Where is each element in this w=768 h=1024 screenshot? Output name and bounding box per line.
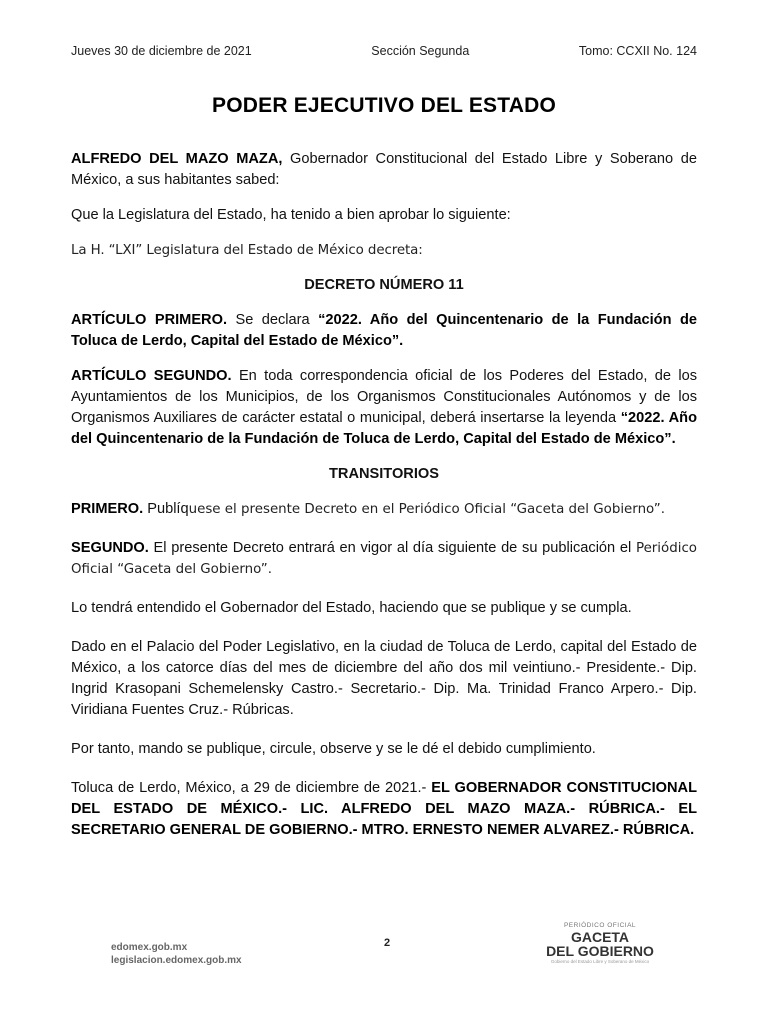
article-2-label: ARTÍCULO SEGUNDO. <box>71 368 232 384</box>
footer-link-legislacion[interactable]: legislacion.edomex.gob.mx <box>111 955 242 966</box>
header-section: Sección Segunda <box>371 44 470 58</box>
header-volume: Tomo: CCXII No. 124 <box>578 44 697 58</box>
article-1-paragraph: ARTÍCULO PRIMERO. Se declara “2022. Año del Quincentenario de la Fundación de Toluca de Lerdo, Capital del Estado de México”. <box>71 312 697 349</box>
segundo-paragraph: SEGUNDO. El presente Decreto entrará en vigor al día siguiente de su publicación el Periódico Oficial “Gaceta del Gobierno”. <box>71 540 697 577</box>
por-tanto-paragraph: Por tanto, mando se publique, circule, observe y se le dé el debido cumplimiento. <box>71 741 596 757</box>
article-2-paragraph: ARTÍCULO SEGUNDO. En toda correspondencia oficial de los Poderes del Estado, de los Ayuntamientos de los Municipios, de los Organismos Constitucionales Autónomos y de los Organismos Auxiliares de carácter estatal o municipal, deberá insertarse la leyenda “2022. Año del Quincentenario de la Fundación de Toluca de Lerdo, Capital del Estado de México”. <box>71 368 697 447</box>
article-1-label: ARTÍCULO PRIMERO. <box>71 312 228 328</box>
header-date: Jueves 30 de diciembre de 2021 <box>71 44 252 58</box>
decree-title: DECRETO NÚMERO 11 <box>304 277 464 293</box>
footer-links <box>111 941 242 967</box>
governor-name: ALFREDO DEL MAZO MAZA, <box>71 151 283 167</box>
article-1-legend: “2022. Año del Quincentenario de la Fundación de Toluca de Lerdo, Capital del Estado de México”. <box>71 312 697 349</box>
closing-signatures: EL GOBERNADOR CONSTITUCIONAL DEL ESTADO DE MÉXICO.- LIC. ALFREDO DEL MAZO MAZA.- RÚBRICA.- EL SECRETARIO GENERAL DE GOBIERNO.- MTRO. ERNESTO NEMER ALVAREZ.- RÚBRICA. <box>71 780 697 838</box>
article-2-legend: “2022. Año del Quincentenario de la Fundación de Toluca de Lerdo, Capital del Estado de México”. <box>71 410 697 447</box>
gaceta-logo: PERIÓDICO OFICIAL GACETA DEL GOBIERNO Gobierno del Estado Libre y Soberano de México <box>546 922 654 964</box>
legislature-paragraph: Que la Legislatura del Estado, ha tenido a bien aprobar lo siguiente: <box>71 207 511 223</box>
primero-label: PRIMERO. <box>71 501 144 517</box>
transitorios-title: TRANSITORIOS <box>328 466 439 482</box>
closing-paragraph: Toluca de Lerdo, México, a 29 de diciembre de 2021.- EL GOBERNADOR CONSTITUCIONAL DEL ESTADO DE MÉXICO.- LIC. ALFREDO DEL MAZO MAZA.- RÚBRICA.- EL SECRETARIO GENERAL DE GOBIERNO.- MTRO. ERNESTO NEMER ALVAREZ.- RÚBRICA. <box>71 780 697 838</box>
page-title: PODER EJECUTIVO DEL ESTADO <box>212 94 556 117</box>
intro-paragraph: ALFREDO DEL MAZO MAZA, Gobernador Constitucional del Estado Libre y Soberano de México, a sus habitantes sabed: <box>71 151 697 188</box>
segundo-label: SEGUNDO. <box>71 540 149 556</box>
primero-paragraph: PRIMERO. Publíquese el presente Decreto en el Periódico Oficial “Gaceta del Gobierno”. <box>71 501 665 517</box>
dado-paragraph: Dado en el Palacio del Poder Legislativo, en la ciudad de Toluca de Lerdo, capital del Estado de México, a los catorce días del mes de diciembre del año dos mil veintiuno.- Presidente.- Dip. Ingrid Krasopani Schemelensky Castro.- Secretario.- Dip. Ma. Trinidad Franco Arpero.- Dip. Viridiana Fuentes Cruz.- Rúbricas. <box>71 639 697 718</box>
decree-intro-paragraph: La H. “LXI” Legislatura del Estado de México decreta: <box>71 243 423 258</box>
footer-link-edomex[interactable]: edomex.gob.mx <box>111 942 188 953</box>
page-number: 2 <box>384 937 391 949</box>
lo-tendra-paragraph: Lo tendrá entendido el Gobernador del Estado, haciendo que se publique y se cumpla. <box>71 600 632 616</box>
document-body <box>71 149 697 855</box>
page-header <box>71 44 697 58</box>
